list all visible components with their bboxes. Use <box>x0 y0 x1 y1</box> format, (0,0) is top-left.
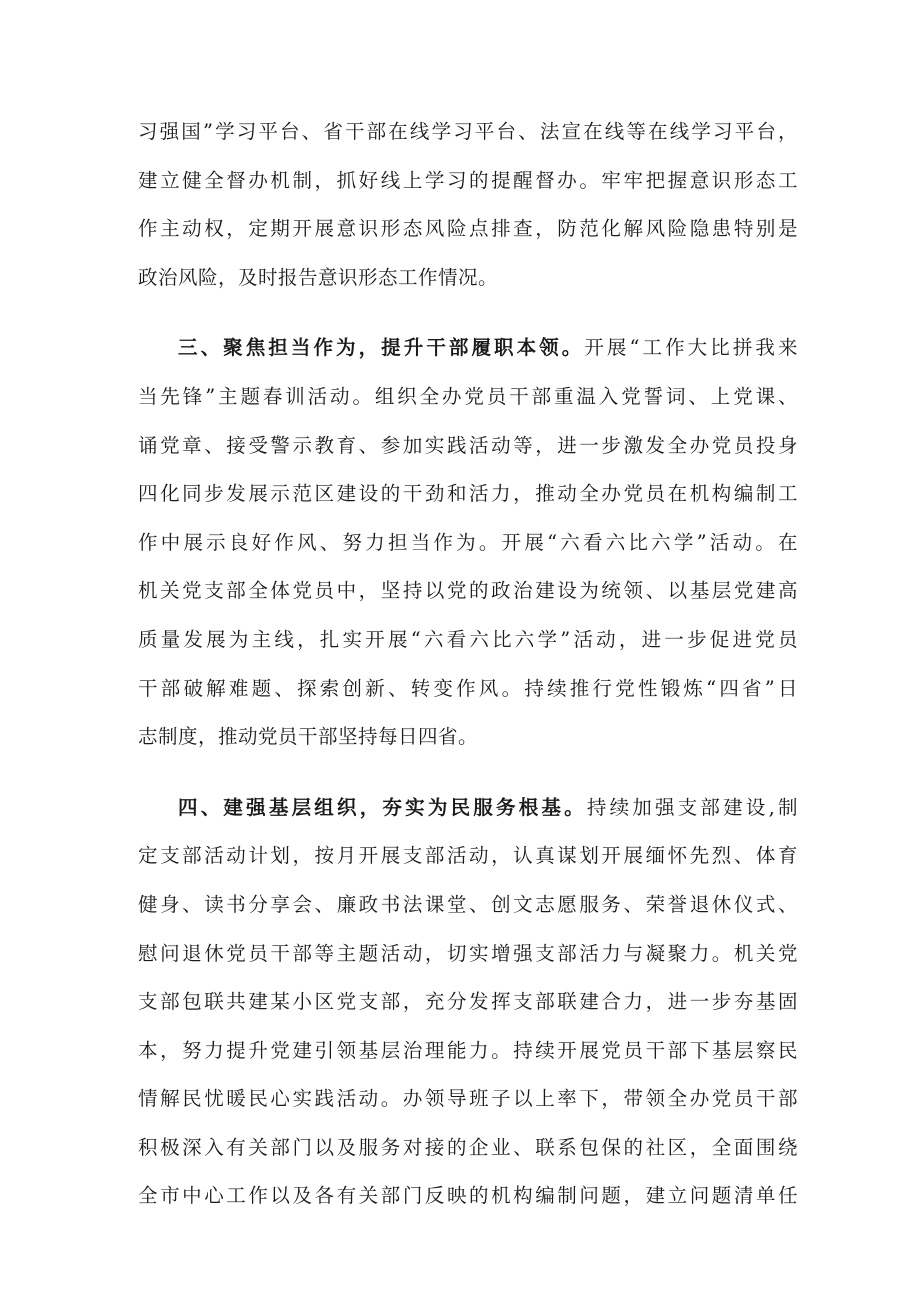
paragraph-line: 干部破解难题、探索创新、转变作风。持续推行党性锻炼“四省”日 <box>138 676 798 700</box>
section3-first-line <box>138 324 798 373</box>
section4-heading: 四、建强基层组织，夯实为民服务根基。 <box>178 795 587 819</box>
section3-heading: 三、聚焦担当作为，提升干部履职本领。 <box>178 336 585 360</box>
paragraph-line: 情解民忧暖民心实践活动。办领导班子以上率下，带领全办党员干部 <box>138 1087 798 1111</box>
paragraph-line: 本，努力提升党建引领基层治理能力。持续开展党员干部下基层察民 <box>138 1038 798 1062</box>
paragraph-gap <box>138 762 798 784</box>
paragraph-line: 诵党章、接受警示教育、参加实践活动等，进一步激发全办党员投身 <box>138 433 798 457</box>
paragraph-line: 机关党支部全体党员中，坚持以党的政治建设为统领、以基层党建高 <box>138 579 798 603</box>
paragraph-line: 四化同步发展示范区建设的干劲和活力，推动全办党员在机构编制工 <box>138 482 798 506</box>
paragraph-line: 政治风险，及时报告意识形态工作情况。 <box>138 265 499 289</box>
paragraph-line: 定支部活动计划，按月开展支部活动，认真谋划开展缅怀先烈、体育 <box>138 844 798 868</box>
paragraph-line: 习强国”学习平台、省干部在线学习平台、法宣在线等在线学习平台， <box>138 120 798 143</box>
section3-first-line-text: 开展“工作大比拼我来 <box>584 336 798 360</box>
paragraph-line: 全市中心工作以及各有关部门反映的机构编制问题，建立问题清单任 <box>138 1184 798 1208</box>
paragraph-gap <box>138 302 798 324</box>
paragraph-line: 志制度，推动党员干部坚持每日四省。 <box>138 725 479 749</box>
section4-first-line-text: 持续加强支部建设,制 <box>586 795 798 819</box>
paragraph-line: 作主动权，定期开展意识形态风险点排查，防范化解风险隐患特别是 <box>138 217 798 241</box>
paragraph-line: 积极深入有关部门以及服务对接的企业、联系包保的社区，全面围绕 <box>138 1135 798 1159</box>
paragraph-line: 支部包联共建某小区党支部，充分发挥支部联建合力，进一步夯基固 <box>138 990 798 1014</box>
paragraph-line: 建立健全督办机制，抓好线上学习的提醒督办。牢牢把握意识形态工 <box>138 168 798 192</box>
paragraph-line: 健身、读书分享会、廉政书法课堂、创文志愿服务、荣誉退休仪式、 <box>138 892 798 916</box>
section4-first-line <box>138 784 798 833</box>
paragraph-line: 慰问退休党员干部等主题活动，切实增强支部活力与凝聚力。机关党 <box>138 941 798 965</box>
paragraph-line: 作中展示良好作风、努力担当作为。开展“六看六比六学”活动。在 <box>138 530 798 554</box>
paragraph-line: 当先锋”主题春训活动。组织全办党员干部重温入党誓词、上党课、 <box>138 384 798 408</box>
paragraph-line: 质量发展为主线，扎实开展“六看六比六学”活动，进一步促进党员 <box>138 627 798 651</box>
document-body <box>138 108 798 1221</box>
